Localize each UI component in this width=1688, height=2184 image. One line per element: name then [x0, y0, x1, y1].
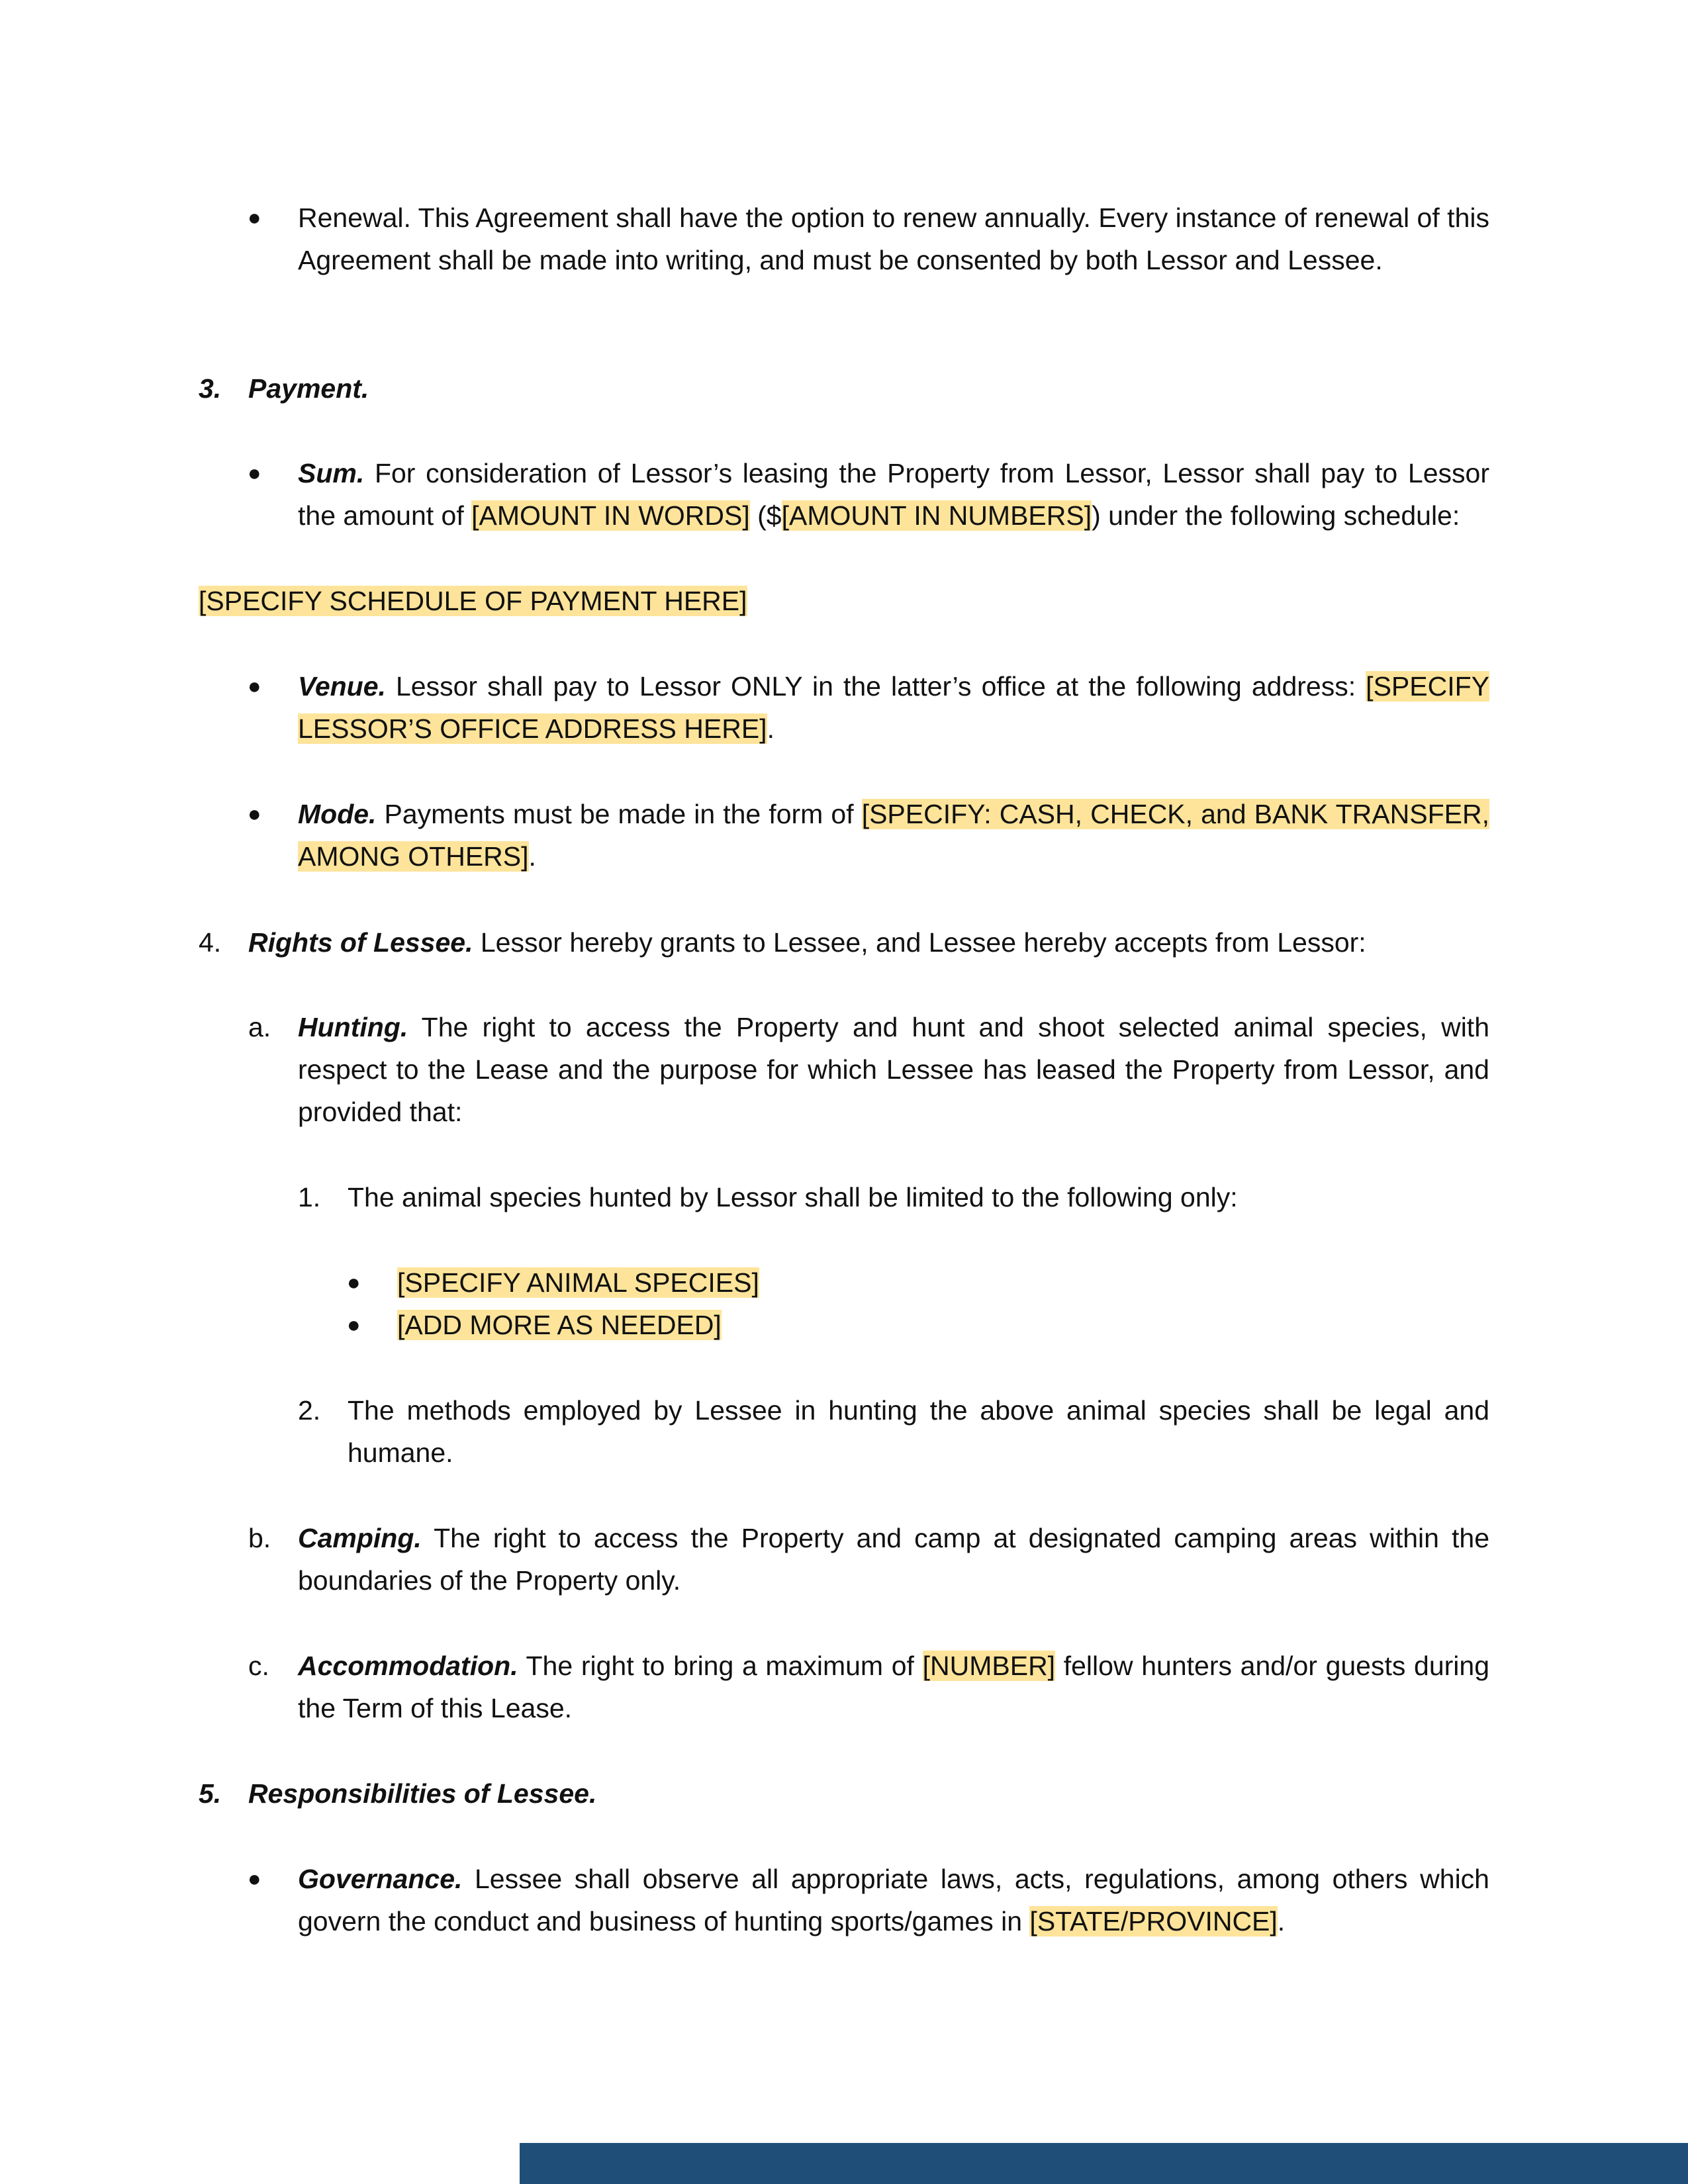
section-3-number: 3.: [199, 373, 222, 404]
hunting-item-2-text: The methods employed by Lessee in hunting the above animal species shall be legal and humane.: [348, 1395, 1489, 1468]
state-province-placeholder: [STATE/PROVINCE]: [1029, 1906, 1278, 1936]
section-3-heading: [199, 367, 369, 410]
bullet-icon: ●: [347, 1312, 361, 1338]
hunting-label: Hunting.: [298, 1012, 408, 1042]
accommodation-text-2: fellow hunters and/or guests during the Term of this Lease.: [298, 1651, 1489, 1723]
mode-text-1: Payments must be made in the form of: [376, 799, 862, 829]
renewal-clause: [248, 197, 1489, 281]
governance-label: Governance.: [298, 1864, 463, 1894]
bullet-icon: ●: [248, 1866, 261, 1891]
hunting-item-1: [298, 1176, 1489, 1218]
hunting-marker: a.: [248, 1012, 271, 1042]
camping-marker: b.: [248, 1523, 271, 1553]
section-3-title: Payment.: [248, 373, 369, 404]
accommodation-marker: c.: [248, 1651, 269, 1681]
number-placeholder: [NUMBER]: [922, 1651, 1056, 1681]
species-placeholder: [SPECIFY ANIMAL SPECIES]: [397, 1267, 759, 1298]
hunting-item-2: [298, 1389, 1489, 1474]
bullet-icon: ●: [248, 801, 261, 827]
venue-clause: [248, 665, 1489, 750]
accommodation-text-1: The right to bring a maximum of: [518, 1651, 923, 1681]
payment-methods-placeholder: [SPECIFY: CASH, CHECK, and BANK TRANSFER, AMONG OTHERS]: [298, 799, 1489, 872]
hunting-item-1-marker: 1.: [298, 1182, 321, 1212]
sum-text-2: ($: [749, 500, 782, 531]
species-list-item: [347, 1261, 759, 1304]
section-5-heading: [199, 1772, 597, 1815]
sum-clause: [248, 452, 1489, 537]
bullet-icon: ●: [248, 674, 261, 699]
species-list-item: [347, 1304, 722, 1346]
camping-text: The right to access the Property and camp at designated camping areas within the boundaries of the Property only.: [298, 1523, 1489, 1596]
venue-text-1: Lessor shall pay to Lessor ONLY in the latter’s office at the following address:: [385, 671, 1366, 702]
footer-bar: [520, 2143, 1688, 2184]
section-4-number: 4.: [199, 927, 222, 958]
sum-text-3: ) under the following schedule:: [1092, 500, 1460, 531]
amount-words-placeholder: [AMOUNT IN WORDS]: [471, 500, 750, 531]
hunting-text: The right to access the Property and hunt and shoot selected animal species, with respect to the Lease and the purpose for which Lessee has leased the Property from Lessor, and provided that:: [298, 1012, 1489, 1127]
section-4-text: Lessor hereby grants to Lessee, and Lessee hereby accepts from Lessor:: [473, 927, 1366, 958]
camping-label: Camping.: [298, 1523, 422, 1553]
venue-label: Venue.: [298, 671, 386, 702]
mode-clause: [248, 793, 1489, 878]
section-5-title: Responsibilities of Lessee.: [248, 1778, 597, 1809]
schedule-placeholder: [SPECIFY SCHEDULE OF PAYMENT HERE]: [199, 586, 747, 616]
camping-clause: [248, 1517, 1489, 1602]
mode-label: Mode.: [298, 799, 377, 829]
section-5-number: 5.: [199, 1778, 222, 1809]
bullet-icon: ●: [248, 205, 261, 230]
sum-label: Sum.: [298, 458, 365, 488]
hunting-item-1-text: The animal species hunted by Lessor shall be limited to the following only:: [348, 1182, 1238, 1212]
schedule-placeholder-line: [199, 580, 747, 622]
office-address-placeholder: [SPECIFY LESSOR’S OFFICE ADDRESS HERE]: [298, 671, 1489, 744]
governance-text-1: Lessee shall observe all appropriate laws, acts, regulations, among others which govern the conduct and business of hunting sports/games in: [298, 1864, 1489, 1936]
governance-text-2: .: [1277, 1906, 1286, 1936]
venue-text-2: .: [767, 713, 774, 744]
hunting-clause: [248, 1006, 1489, 1133]
section-4-heading: [199, 921, 1489, 964]
bullet-icon: ●: [248, 461, 261, 486]
renewal-text: Renewal. This Agreement shall have the option to renew annually. Every instance of renewal of this Agreement shall be made into writing, and must be consented by both Lessor and Lessee.: [298, 203, 1489, 275]
sum-text-1: For consideration of Lessor’s leasing the Property from Lessor, Lessor shall pay to Lessor the amount of: [298, 458, 1489, 531]
accommodation-label: Accommodation.: [298, 1651, 518, 1681]
bullet-icon: ●: [347, 1270, 361, 1295]
accommodation-clause: [248, 1645, 1489, 1729]
governance-clause: [248, 1858, 1489, 1942]
mode-text-2: .: [528, 841, 536, 872]
amount-numbers-placeholder: [AMOUNT IN NUMBERS]: [781, 500, 1092, 531]
species-placeholder: [ADD MORE AS NEEDED]: [397, 1310, 722, 1340]
hunting-item-2-marker: 2.: [298, 1395, 321, 1426]
section-4-title: Rights of Lessee.: [248, 927, 473, 958]
